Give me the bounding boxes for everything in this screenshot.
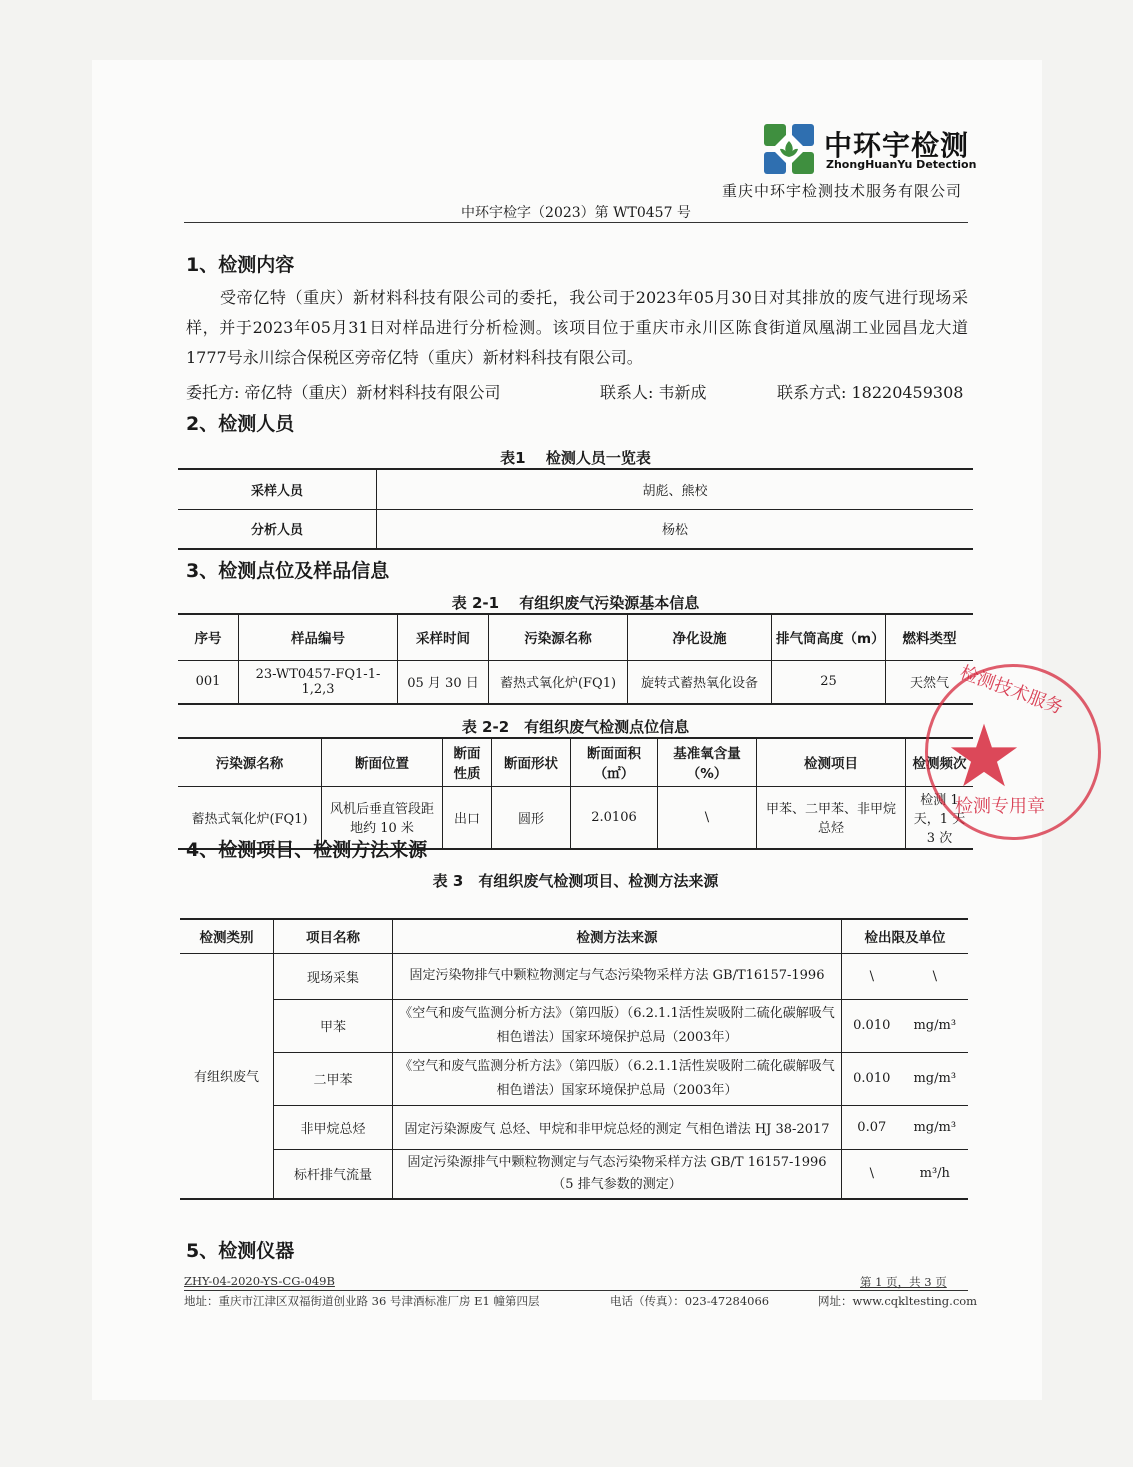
cell: \ [658, 786, 757, 849]
method-cell: 《空气和废气监测分析方法》（第四版）（6.2.1.1活性炭吸附二硫化碳解吸气相色谱法）国家环境保护总局（2003年） [393, 1052, 842, 1105]
table-header-row [180, 919, 968, 953]
seal-top-text: 检测技术服务 [957, 662, 1066, 719]
cell: 圆形 [492, 786, 571, 849]
unit-cell: m³/h [919, 1166, 950, 1182]
cell: 天然气 [886, 660, 974, 704]
item-cell: 甲苯 [274, 999, 393, 1052]
method-cell: 固定污染源排气中颗粒物测定与气态污染物采样方法 GB/T 16157-1996（5 排气参数的测定） [393, 1149, 842, 1199]
unit-cell: \ [932, 968, 937, 984]
section-heading-5: 5、检测仪器 [186, 1240, 295, 1262]
names-cell: 胡彪、熊校 [377, 469, 974, 509]
contact-person: 联系人: 韦新成 [600, 383, 707, 402]
header-cell: 检测方法来源 [393, 919, 842, 953]
cell: 旋转式蓄热氧化设备 [628, 660, 772, 704]
brand-name-cn: 中环宇检测 [824, 129, 970, 162]
section-heading-1: 1、检测内容 [186, 254, 295, 276]
method-cell: 固定污染源废气 总烃、甲烷和非甲烷总烃的测定 气相色谱法 HJ 38-2017 [393, 1105, 842, 1149]
cell: 2.0106 [571, 786, 658, 849]
role-cell: 分析人员 [250, 523, 303, 539]
document-number: 中环宇检字（2023）第 WT0457 号 [461, 205, 691, 221]
header-cell: 污染源名称 [489, 614, 628, 660]
header-divider [184, 222, 968, 223]
footer-website: 网址：www.cqkltesting.com [818, 1294, 978, 1308]
limit-cell: 0.07 [842, 1105, 902, 1149]
contact-phone: 联系方式: 18220459308 [777, 383, 964, 402]
cell: 风机后垂直管段距地约 10 米 [322, 786, 443, 849]
method-cell: 《空气和废气监测分析方法》（第四版）（6.2.1.1活性炭吸附二硫化碳解吸气相色谱法）国家环境保护总局（2003年） [393, 999, 842, 1052]
cell: 23-WT0457-FQ1-1-1,2,3 [239, 660, 398, 704]
item-cell: 标杆排气流量 [274, 1149, 393, 1199]
table-row [178, 469, 973, 509]
table-row [180, 953, 968, 999]
cell: 001 [195, 674, 221, 690]
personnel-table [178, 468, 973, 550]
header-cell: 净化设施 [628, 614, 772, 660]
section1-paragraph: 受帝亿特（重庆）新材料科技有限公司的委托，我公司于2023年05月30日对其排放的废气进行现场采样，并于2023年05月31日对样品进行分析检测。该项目位于重庆市永川区陈食街道凤凰湖工业园昌龙大道1777号永川综合保税区旁帝亿特（重庆）新材料科技有限公司。 [186, 288, 968, 367]
header-cell: 采样时间 [398, 614, 489, 660]
header-cell: 污染源名称 [215, 756, 284, 773]
table-header-row [178, 614, 973, 660]
footer-address: 地址：重庆市江津区双福街道创业路 36 号津酒标准厂房 E1 幢第四层 [184, 1294, 540, 1308]
table-row [180, 1052, 968, 1105]
table-row [180, 999, 968, 1052]
cell: 蓄热式氧化炉(FQ1) [489, 660, 628, 704]
header-cell: 基准氧含量（%） [658, 738, 757, 786]
cell: 25 [772, 660, 886, 704]
pollution-source-table [178, 613, 973, 705]
table21-caption: 表 2-1 有组织废气污染源基本信息 [451, 594, 700, 612]
table1-caption: 表1 检测人员一览表 [500, 449, 651, 467]
header-cell: 断面形状 [492, 738, 571, 786]
table22-caption: 表 2-2 有组织废气检测点位信息 [461, 718, 690, 736]
footer-phone: 电话（传真）：023-47284066 [610, 1294, 770, 1308]
limit-cell: \ [842, 1149, 902, 1199]
unit-cell: mg/m³ [913, 1119, 957, 1135]
cell: 出口 [443, 786, 492, 849]
unit-cell: mg/m³ [913, 1018, 957, 1033]
category-cell: 有组织废气 [193, 1070, 259, 1086]
header-cell: 断面性质 [443, 738, 492, 786]
brand-name-en: ZhongHuanYu Detection [826, 158, 977, 171]
red-star-icon [948, 720, 1020, 792]
form-code: ZHY-04-2020-YS-CG-049B [184, 1274, 335, 1288]
header-cell: 断面面积（㎡） [571, 738, 658, 786]
header-cell: 排气筒高度（m） [772, 614, 886, 660]
limit-cell: 0.010 [842, 1052, 902, 1105]
header-cell: 序号 [194, 631, 222, 648]
names-cell: 杨松 [377, 509, 974, 549]
header-cell: 检测类别 [199, 930, 254, 947]
header-cell: 样品编号 [239, 614, 398, 660]
limit-cell: 0.010 [842, 999, 902, 1052]
page-info: 第 1 页，共 3 页 [860, 1275, 947, 1289]
item-cell: 二甲苯 [274, 1052, 393, 1105]
header-cell: 燃料类型 [886, 614, 974, 660]
table-row [180, 1105, 968, 1149]
table3-caption: 表 3 有组织废气检测项目、检测方法来源 [432, 872, 719, 890]
cell: 05 月 30 日 [398, 660, 489, 704]
item-cell: 现场采集 [274, 953, 393, 999]
header-cell: 项目名称 [274, 919, 393, 953]
limit-cell: \ [842, 953, 902, 999]
cell: 甲苯、二甲苯、非甲烷总烃 [757, 786, 906, 849]
table-header-row [178, 738, 973, 786]
table-row [178, 509, 973, 549]
cell: 蓄热式氧化炉(FQ1) [191, 811, 308, 827]
cell: 检测 1 天，1 天 3 次 [906, 786, 974, 849]
leaf-diamond-logo-icon [764, 124, 814, 174]
unit-cell: mg/m³ [913, 1071, 957, 1086]
header-cell: 检出限及单位 [842, 919, 969, 953]
footer-divider [184, 1290, 968, 1291]
section-heading-3: 3、检测点位及样品信息 [186, 560, 390, 582]
method-table [180, 918, 968, 1200]
item-cell: 非甲烷总烃 [274, 1105, 393, 1149]
section-heading-2: 2、检测人员 [186, 413, 295, 435]
method-cell: 固定污染物排气中颗粒物测定与气态污染物采样方法 GB/T16157-1996 [393, 953, 842, 999]
header-cell: 检测项目 [757, 738, 906, 786]
seal-bottom-text: 检测专用章 [955, 796, 1045, 817]
section-heading-4: 4、检测项目、检测方法来源 [186, 839, 428, 861]
role-cell: 采样人员 [250, 483, 303, 499]
header-cell: 检测频次 [906, 738, 974, 786]
table-row [180, 1149, 968, 1199]
header-cell: 断面位置 [322, 738, 443, 786]
table-row [178, 660, 973, 704]
monitoring-point-table [178, 737, 973, 850]
client-info: 委托方: 帝亿特（重庆）新材料科技有限公司 [186, 383, 501, 402]
company-name: 重庆中环宇检测技术服务有限公司 [722, 182, 963, 200]
